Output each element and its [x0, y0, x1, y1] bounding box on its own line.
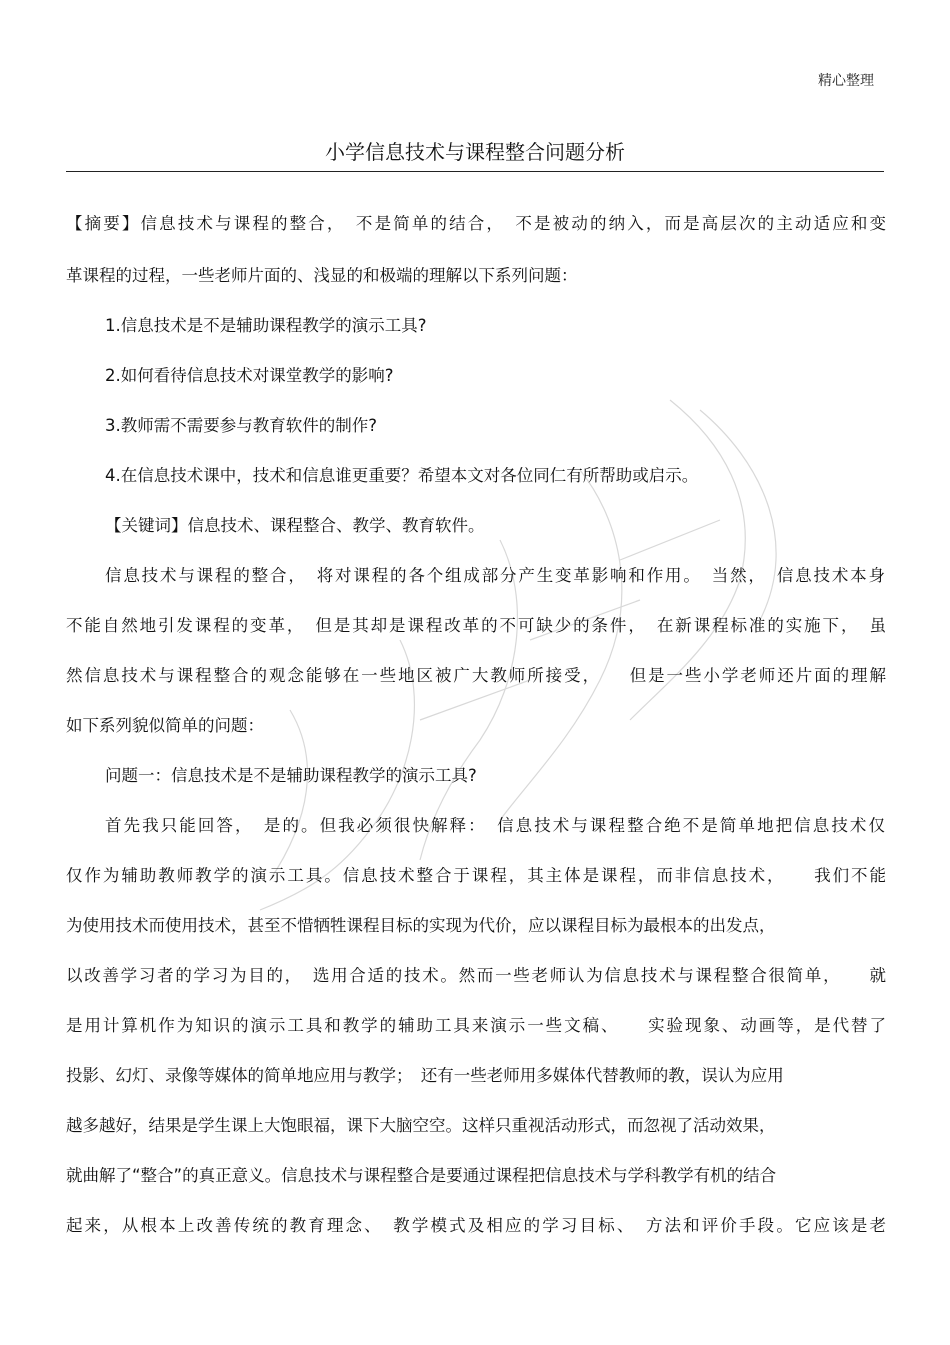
question-item: 4.在信息技术课中，技术和信息谁更重要？希望本文对各位同仁有所帮助或启示。: [105, 466, 699, 485]
paragraph-line: 革课程的过程，一些老师片面的、浅显的和极端的理解以下系列问题：: [66, 266, 578, 285]
paragraph-line: 然信息技术与课程整合的观念能够在一些地区被广大教师所接受， 但是一些小学老师还片面的理解: [66, 666, 886, 685]
paragraph-line: 为使用技术而使用技术，甚至不惜牺牲课程目标的实现为代价，应以课程目标为最根本的出发点，: [66, 916, 776, 935]
paragraph-line: 以改善学习者的学习为目的， 选用合适的技术。然而一些老师认为信息技术与课程整合很简单， 就: [66, 966, 886, 985]
paragraph-line: 越多越好，结果是学生课上大饱眼福，课下大脑空空。这样只重视活动形式，而忽视了活动效果，: [66, 1116, 776, 1135]
paragraph-line: 投影、幻灯、录像等媒体的简单地应用与教学； 还有一些老师用多媒体代替教师的教，误认为应用: [66, 1066, 784, 1085]
question-item: 2.如何看待信息技术对课堂教学的影响?: [105, 366, 394, 385]
paragraph-line: 信息技术与课程的整合， 将对课程的各个组成部分产生变革影响和作用。 当然， 信息技术本身: [105, 566, 885, 585]
section-heading: 问题一：信息技术是不是辅助课程教学的演示工具?: [105, 766, 477, 785]
question-item: 3.教师需不需要参与教育软件的制作?: [105, 416, 378, 435]
paragraph-line: 仅作为辅助教师教学的演示工具。信息技术整合于课程，其主体是课程，而非信息技术， 我们不能: [66, 866, 886, 885]
paragraph-line: 是用计算机作为知识的演示工具和教学的辅助工具来演示一些文稿、 实验现象、动画等，是代替了: [66, 1016, 886, 1035]
document-title: 小学信息技术与课程整合问题分析: [325, 140, 625, 164]
question-item: 1.信息技术是不是辅助课程教学的演示工具?: [105, 316, 427, 335]
paragraph-line: 不能自然地引发课程的变革， 但是其却是课程改革的不可缺少的条件， 在新课程标准的实施下， 虽: [66, 616, 886, 635]
paragraph-line: 如下系列貌似简单的问题：: [66, 716, 264, 735]
paragraph-line: 就曲解了“整合”的真正意义。信息技术与课程整合是要通过课程把信息技术与学科教学有机的结合: [66, 1166, 777, 1185]
paragraph-line: 起来，从根本上改善传统的教育理念、 教学模式及相应的学习目标、 方法和评价手段。它应该是老: [66, 1216, 886, 1235]
watermark-scribble: [200, 380, 820, 920]
title-divider: [66, 171, 884, 172]
paragraph-line: 首先我只能回答， 是的。但我必须很快解释： 信息技术与课程整合绝不是简单地把信息技术仅: [105, 816, 885, 835]
keywords-line: 【关键词】信息技术、课程整合、教学、教育软件。: [105, 516, 485, 535]
paragraph-line: 【摘要】信息技术与课程的整合， 不是简单的结合， 不是被动的纳入，而是高层次的主动适应和变: [66, 214, 886, 233]
header-note: 精心整理: [818, 73, 874, 89]
